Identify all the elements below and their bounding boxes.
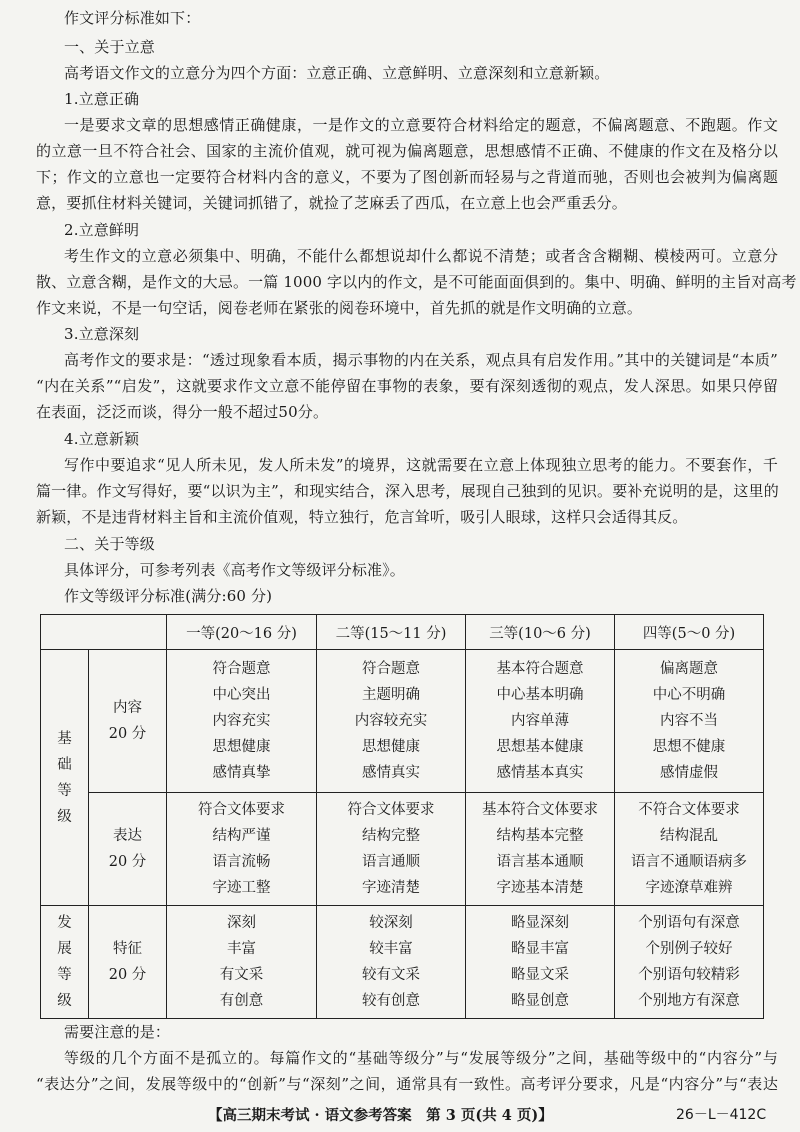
table-cell: 深刻 丰富 有文采 有创意 <box>167 906 317 1019</box>
row-label: 内容 20 分 <box>89 650 167 793</box>
footer-code: 26－L－412C <box>676 1107 767 1123</box>
footer-title: 【高三期末考试 · 语文参考答案 第 3 页(共 4 页)】 <box>208 1107 553 1124</box>
notes-line: 等级的几个方面不是孤立的。每篇作文的“基础等级分”与“发展等级分”之间，基础等级中的“内容分”与 <box>64 1049 778 1067</box>
grade-reference-line: 具体评分，可参考列表《高考作文等级评分标准》。 <box>64 561 405 579</box>
column-header: 一等(20～16 分) <box>167 615 317 650</box>
table-cell: 偏离题意 中心不明确 内容不当 思想不健康 感情虚假 <box>615 650 764 793</box>
table-header-row <box>41 615 764 650</box>
table-caption: 作文等级评分标准(满分:60 分) <box>64 587 273 605</box>
notes-line: “表达分”之间，发展等级中的“创新”与“深刻”之间，通常具有一致性。高考评分要求，凡是“内容分”与“表达 <box>36 1075 778 1093</box>
scoring-title: 作文评分标准如下： <box>64 9 201 27</box>
table-row <box>41 650 764 793</box>
paragraph-line: “内在关系”“启发”，这就要求作文立意不能停留在事物的表象，要有深刻透彻的观点，发人深思。如果只停留 <box>36 377 778 395</box>
heading-distinct: 2.立意鲜明 <box>64 221 140 239</box>
heading-correct: 1.立意正确 <box>64 90 140 108</box>
heading-novel: 4.立意新颖 <box>64 430 140 448</box>
paragraph-line: 篇一律。作文写得好，要“以识为主”，和现实结合，深入思考，展现自己独到的见识。要补充说明的是，这里的 <box>36 482 779 500</box>
group-label-development: 发展等级 <box>41 906 89 1019</box>
column-header: 二等(15～11 分) <box>317 615 466 650</box>
paragraph-line: 写作中要追求“见人所未见，发人所未发”的境界，这就需要在立意上体现独立思考的能力。不要套作，千 <box>64 456 778 474</box>
page-footer <box>0 1104 800 1128</box>
paragraph-line: 在表面，泛泛而谈，得分一般不超过50分。 <box>36 403 329 421</box>
table-cell: 基本符合题意 中心基本明确 内容单薄 思想基本健康 感情基本真实 <box>466 650 615 793</box>
table-cell: 略显深刻 略显丰富 略显文采 略显创意 <box>466 906 615 1019</box>
table-cell: 不符合文体要求 结构混乱 语言不通顺语病多 字迹潦草难辨 <box>615 793 764 906</box>
table-row <box>41 793 764 906</box>
notes-heading: 需要注意的是： <box>64 1023 171 1041</box>
paragraph-line: 作文来说，不是一句空话，阅卷老师在紧张的阅卷环境中，首先抓的就是作文明确的立意。 <box>36 299 643 317</box>
section-heading-grade: 二、关于等级 <box>64 535 155 553</box>
grading-standard-table <box>40 614 764 1019</box>
group-label-basic: 基础等级 <box>41 650 89 906</box>
column-header: 四等(5～0 分) <box>615 615 764 650</box>
table-row <box>41 906 764 1019</box>
column-header: 三等(10～6 分) <box>466 615 615 650</box>
intent-overview: 高考语文作文的立意分为四个方面：立意正确、立意鲜明、立意深刻和立意新颖。 <box>64 64 610 82</box>
paragraph-line: 新颖，不是违背材料主旨和主流价值观，特立独行，危言耸听，吸引人眼球，这样只会适得其反。 <box>36 508 688 526</box>
row-label: 表达 20 分 <box>89 793 167 906</box>
table-cell: 个别语句有深意 个别例子较好 个别语句较精彩 个别地方有深意 <box>615 906 764 1019</box>
table-cell: 符合题意 主题明确 内容较充实 思想健康 感情真实 <box>317 650 466 793</box>
row-label: 特征 20 分 <box>89 906 167 1019</box>
paragraph-line: 散、立意含糊，是作文的大忌。一篇 1000 字以内的作文，是不可能面面俱到的。集中、明确、鲜明的主旨对高考 <box>36 273 797 291</box>
table-cell: 较深刻 较丰富 较有文采 较有创意 <box>317 906 466 1019</box>
heading-deep: 3.立意深刻 <box>64 325 140 343</box>
paragraph-line: 意，要抓住材料关键词，关键词抓错了，就捡了芝麻丢了西瓜，在立意上也会严重丢分。 <box>36 194 627 212</box>
paragraph-line: 下；作文的立意也一定要符合材料内含的意义，不要为了图创新而轻易与之背道而驰，否则也会被判为偏离题 <box>36 168 778 186</box>
paragraph-line: 的立意一旦不符合社会、国家的主流价值观，就可视为偏离题意，思想感情不正确、不健康的作文在及格分以 <box>36 142 778 160</box>
table-cell: 符合文体要求 结构完整 语言通顺 字迹清楚 <box>317 793 466 906</box>
table-corner-cell <box>41 615 167 650</box>
table-cell: 符合文体要求 结构严谨 语言流畅 字迹工整 <box>167 793 317 906</box>
paragraph-line: 一是要求文章的思想感情正确健康，一是作文的立意要符合材料给定的题意，不偏离题意、不跑题。作文 <box>64 116 778 134</box>
section-heading-intent: 一、关于立意 <box>64 38 155 56</box>
paragraph-line: 考生作文的立意必须集中、明确，不能什么都想说却什么都说不清楚；或者含含糊糊、模棱两可。立意分 <box>64 247 778 265</box>
table-cell: 基本符合文体要求 结构基本完整 语言基本通顺 字迹基本清楚 <box>466 793 615 906</box>
table-cell: 符合题意 中心突出 内容充实 思想健康 感情真挚 <box>167 650 317 793</box>
paragraph-line: 高考作文的要求是：“透过现象看本质，揭示事物的内在关系，观点具有启发作用。”其中的关键词是“本质” <box>64 351 778 369</box>
